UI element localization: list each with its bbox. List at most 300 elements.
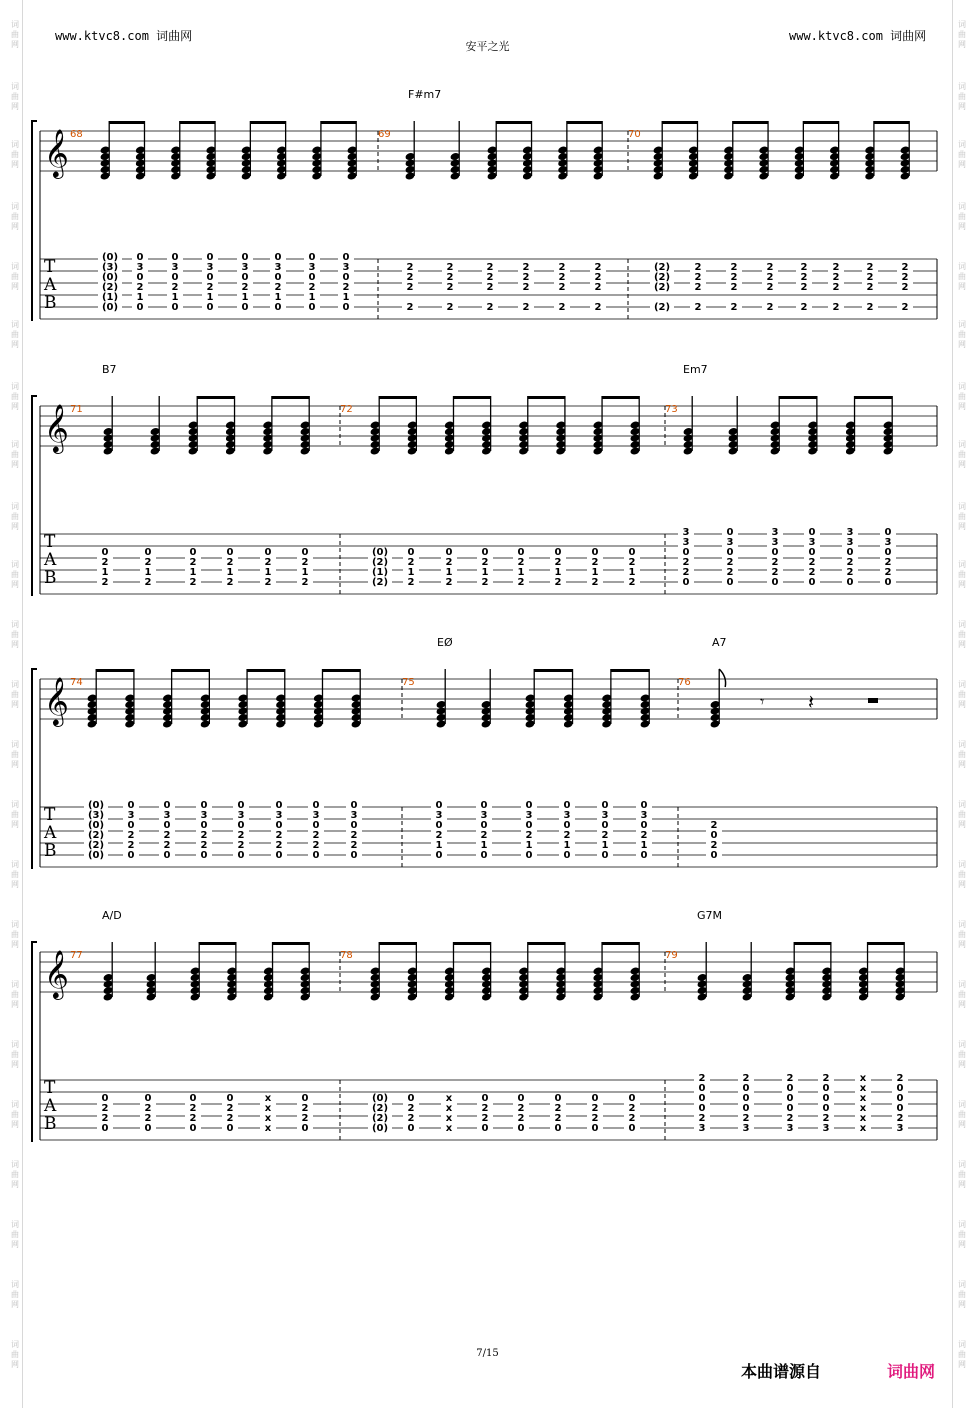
tab-fret: 2 — [590, 283, 606, 293]
tab-fret: 2 — [690, 263, 706, 273]
tab-fret: (2) — [98, 283, 122, 293]
tab-fret: 2 — [260, 558, 276, 568]
beam — [247, 669, 285, 672]
tab-fret: 2 — [624, 1104, 640, 1114]
tab-fret: 0 — [271, 821, 287, 831]
tab-fret: (0) — [98, 303, 122, 313]
tab-fret: 2 — [513, 1114, 529, 1124]
tab-fret: 3 — [167, 263, 183, 273]
tab-fret: 3 — [880, 538, 896, 548]
tab-fret: 1 — [587, 568, 603, 578]
tab-fret: 2 — [804, 568, 820, 578]
tab-label: T — [44, 1078, 56, 1098]
tab-fret: 0 — [97, 548, 113, 558]
tab-fret: 2 — [796, 283, 812, 293]
watermark: 词 曲 网 — [958, 82, 966, 111]
site-name[interactable]: 词曲网 — [156, 29, 193, 43]
watermark: 词 曲 网 — [11, 860, 19, 889]
tab-fret: 2 — [308, 831, 324, 841]
watermark: 词 曲 网 — [11, 740, 19, 769]
tab-fret: 0 — [308, 801, 324, 811]
tab-fret: (2) — [650, 273, 674, 283]
tab-fret: 2 — [402, 283, 418, 293]
watermark: 词 曲 网 — [11, 140, 19, 169]
chord-notes — [563, 669, 574, 729]
tab-label: A — [44, 1096, 57, 1116]
tab-fret: 2 — [722, 558, 738, 568]
tab-fret: 2 — [441, 578, 457, 588]
tab-fret: 0 — [477, 548, 493, 558]
tab-fret: 3 — [636, 811, 652, 821]
tab-fret: (2) — [368, 578, 392, 588]
tab-fret: 0 — [477, 1094, 493, 1104]
tab-fret: x — [260, 1114, 276, 1124]
tab-fret: 3 — [202, 263, 218, 273]
tab-fret: 3 — [237, 263, 253, 273]
watermark: 词 曲 网 — [958, 800, 966, 829]
tab-fret: x — [441, 1124, 457, 1134]
tab-fret: 3 — [304, 263, 320, 273]
tab-fret: 0 — [167, 303, 183, 313]
tab-fret: 0 — [636, 801, 652, 811]
tab-fret: 2 — [442, 283, 458, 293]
tab-fret: 2 — [587, 1104, 603, 1114]
chord-notes — [351, 669, 362, 729]
chord-notes — [653, 121, 664, 181]
tab-fret: 0 — [97, 1094, 113, 1104]
tab-fret: 2 — [167, 283, 183, 293]
tab-fret: 2 — [624, 1114, 640, 1124]
tab-fret: 2 — [550, 1114, 566, 1124]
tab-fret: 0 — [624, 1124, 640, 1134]
tab-fret: 2 — [782, 1114, 798, 1124]
watermark: 词 曲 网 — [11, 440, 19, 469]
tab-fret: 2 — [338, 283, 354, 293]
tab-fret: 3 — [842, 528, 858, 538]
tab-fret: 0 — [237, 273, 253, 283]
tab-fret: 2 — [233, 841, 249, 851]
tab-fret: 2 — [476, 831, 492, 841]
tab-fret: 2 — [297, 1104, 313, 1114]
tab-fret: 2 — [402, 263, 418, 273]
watermark: 词 曲 网 — [11, 1160, 19, 1189]
tab-fret: 0 — [550, 1124, 566, 1134]
tab-fret: 0 — [550, 548, 566, 558]
tab-fret: x — [855, 1114, 871, 1124]
beam — [868, 942, 905, 945]
watermark: 词 曲 网 — [958, 1220, 966, 1249]
beam — [273, 942, 310, 945]
tab-fret: 0 — [346, 801, 362, 811]
tab-fret: 2 — [726, 263, 742, 273]
tab-fret: 0 — [233, 821, 249, 831]
tab-fret: 0 — [346, 821, 362, 831]
watermark: 词 曲 网 — [958, 262, 966, 291]
tab-fret: 0 — [167, 253, 183, 263]
tab-fret: 2 — [554, 303, 570, 313]
tab-fret: 1 — [476, 841, 492, 851]
tab-fret: 0 — [123, 821, 139, 831]
tab-fret: 0 — [346, 851, 362, 861]
measure-number: 68 — [70, 129, 83, 140]
watermark: 词 曲 网 — [11, 502, 19, 531]
watermark: 词 曲 网 — [958, 560, 966, 589]
chord-notes — [794, 121, 805, 181]
tab-fret: 2 — [442, 303, 458, 313]
tab-fret: (2) — [368, 558, 392, 568]
tab-fret: 1 — [559, 841, 575, 851]
chord-notes — [785, 942, 796, 1002]
chord-notes — [444, 396, 455, 456]
tab-fret: 0 — [297, 1094, 313, 1104]
watermark: 词 曲 网 — [11, 20, 19, 49]
tab-fret: 2 — [97, 1104, 113, 1114]
tab-fret: 0 — [559, 851, 575, 861]
beam — [567, 121, 602, 124]
tab-fret: (3) — [84, 811, 108, 821]
treble-clef-icon: 𝄞 — [44, 949, 69, 998]
chord-notes — [518, 396, 529, 456]
watermark: 词 曲 网 — [11, 560, 19, 589]
tab-fret: 0 — [304, 303, 320, 313]
tab-fret: 0 — [202, 273, 218, 283]
chord-notes — [688, 121, 699, 181]
tab-fret: 3 — [233, 811, 249, 821]
tab-label: A — [44, 550, 57, 570]
chord-notes — [557, 121, 568, 181]
chord-notes — [241, 121, 252, 181]
tab-fret: 2 — [123, 831, 139, 841]
beam — [96, 669, 134, 672]
source-brand[interactable]: 词曲网 — [887, 1362, 936, 1381]
tab-fret: 0 — [842, 578, 858, 588]
page-number: 7/15 — [476, 1348, 499, 1359]
tab-fret: 2 — [442, 273, 458, 283]
tab-fret: 2 — [796, 263, 812, 273]
tab-fret: 2 — [862, 303, 878, 313]
tab-fret: 2 — [694, 1074, 710, 1084]
tab-fret: 0 — [403, 1124, 419, 1134]
tab-fret: (0) — [98, 253, 122, 263]
tab-fret: 0 — [880, 548, 896, 558]
tab-fret: (2) — [650, 263, 674, 273]
tab-fret: 2 — [97, 1114, 113, 1124]
tab-fret: x — [260, 1124, 276, 1134]
chord-notes — [518, 942, 529, 1002]
tab-fret: 3 — [842, 538, 858, 548]
chord-notes — [300, 942, 311, 1002]
beam — [602, 942, 639, 945]
tab-fret: 2 — [346, 831, 362, 841]
beam — [733, 121, 768, 124]
system-bracket — [32, 396, 37, 596]
tab-fret: 2 — [690, 273, 706, 283]
chord-notes — [601, 669, 612, 729]
tab-fret: 0 — [431, 821, 447, 831]
tab-fret: (1) — [98, 293, 122, 303]
tab-fret: 0 — [587, 548, 603, 558]
tab-fret: 0 — [513, 1094, 529, 1104]
tab-fret: 1 — [132, 293, 148, 303]
chord-notes — [87, 669, 98, 729]
tab-fret: 0 — [636, 851, 652, 861]
chord-notes — [347, 121, 358, 181]
tab-label: T — [44, 532, 56, 552]
eighth-rest-icon: 𝄾 — [760, 692, 765, 711]
tab-fret: 2 — [587, 558, 603, 568]
tab-label: T — [44, 805, 56, 825]
chord-notes — [200, 669, 211, 729]
tab-fret: 1 — [338, 293, 354, 303]
watermark: 词 曲 网 — [958, 680, 966, 709]
chord-notes — [883, 396, 894, 456]
tab-fret: 0 — [722, 578, 738, 588]
tab-fret: 2 — [694, 1114, 710, 1124]
chord-notes — [487, 121, 498, 181]
tab-fret: 2 — [521, 831, 537, 841]
tab-fret: 0 — [767, 578, 783, 588]
tab-fret: 0 — [140, 1124, 156, 1134]
tab-label: T — [44, 257, 56, 277]
tab-fret: 2 — [271, 841, 287, 851]
chord-symbol: Em7 — [683, 363, 708, 376]
tab-fret: 0 — [403, 1094, 419, 1104]
tab-fret: 2 — [624, 558, 640, 568]
tab-fret: 2 — [559, 831, 575, 841]
tab-fret: 1 — [513, 568, 529, 578]
tab-fret: 2 — [442, 263, 458, 273]
tab-fret: 2 — [726, 303, 742, 313]
site-url[interactable]: www.ktvc8.com — [789, 29, 883, 43]
watermark: 词 曲 网 — [958, 980, 966, 1009]
beam — [534, 669, 572, 672]
chord-notes — [895, 942, 906, 1002]
tab-fret: 2 — [270, 283, 286, 293]
tab-fret: 0 — [513, 1124, 529, 1134]
chord-notes — [522, 121, 533, 181]
tab-fret: 0 — [782, 1084, 798, 1094]
tab-fret: 3 — [678, 528, 694, 538]
watermark: 词 曲 网 — [958, 740, 966, 769]
tab-fret: 2 — [818, 1114, 834, 1124]
tab-fret: 0 — [308, 821, 324, 831]
tab-fret: 2 — [738, 1114, 754, 1124]
tab-fret: 3 — [678, 538, 694, 548]
beam — [602, 396, 639, 399]
tab-fret: 0 — [304, 253, 320, 263]
site-name[interactable]: 词曲网 — [890, 29, 927, 43]
tab-fret: 2 — [271, 831, 287, 841]
tab-fret: 2 — [402, 303, 418, 313]
beam — [321, 121, 356, 124]
tab-fret: 0 — [521, 821, 537, 831]
chord-notes — [770, 396, 781, 456]
chord-notes — [592, 942, 603, 1002]
tab-fret: 2 — [690, 283, 706, 293]
tab-fret: 0 — [132, 273, 148, 283]
source-label: 本曲谱源自 — [741, 1362, 822, 1381]
tab-fret: (0) — [368, 1124, 392, 1134]
watermark: 词 曲 网 — [958, 620, 966, 649]
tab-fret: 1 — [636, 841, 652, 851]
tab-fret: 0 — [338, 303, 354, 313]
tab-fret: 1 — [260, 568, 276, 578]
tab-fret: 2 — [804, 558, 820, 568]
chord-notes — [262, 396, 273, 456]
tab-fret: 0 — [202, 253, 218, 263]
chord-notes — [188, 396, 199, 456]
tab-fret: 3 — [782, 1124, 798, 1134]
tab-fret: 1 — [403, 568, 419, 578]
tab-fret: 2 — [828, 303, 844, 313]
tab-fret: 2 — [518, 303, 534, 313]
tab-fret: 1 — [297, 568, 313, 578]
chord-notes — [300, 396, 311, 456]
site-url[interactable]: www.ktvc8.com — [55, 29, 149, 43]
tab-fret: 2 — [828, 283, 844, 293]
beam — [528, 396, 565, 399]
tab-fret: 3 — [270, 263, 286, 273]
tab-fret: 2 — [554, 263, 570, 273]
beam — [109, 121, 144, 124]
system-bracket — [32, 669, 37, 869]
tab-fret: 2 — [477, 578, 493, 588]
tab-fret: 3 — [159, 811, 175, 821]
tab-fret: 2 — [97, 558, 113, 568]
beam — [496, 121, 531, 124]
tab-fret: 2 — [862, 283, 878, 293]
watermark: 词 曲 网 — [958, 140, 966, 169]
watermark: 词 曲 网 — [958, 920, 966, 949]
tab-fret: 2 — [690, 303, 706, 313]
tab-fret: 2 — [828, 263, 844, 273]
tab-fret: 2 — [636, 831, 652, 841]
tab-fret: 3 — [476, 811, 492, 821]
tab-fret: 2 — [862, 273, 878, 283]
watermark: 词 曲 网 — [11, 680, 19, 709]
tab-fret: 0 — [694, 1094, 710, 1104]
watermark: 词 曲 网 — [11, 262, 19, 291]
tab-fret: 0 — [185, 1124, 201, 1134]
tab-fret: 3 — [521, 811, 537, 821]
tab-label: B — [44, 841, 57, 861]
tab-fret: 0 — [167, 273, 183, 283]
tab-fret: 0 — [431, 851, 447, 861]
tab-fret: 0 — [624, 548, 640, 558]
watermark: 词 曲 网 — [11, 202, 19, 231]
tab-fret: 0 — [738, 1104, 754, 1114]
tab-fret: 2 — [587, 1114, 603, 1124]
tab-fret: 1 — [202, 293, 218, 303]
tab-fret: 0 — [237, 253, 253, 263]
beam — [453, 396, 490, 399]
tab-fret: 2 — [897, 303, 913, 313]
chord-notes — [276, 121, 287, 181]
tab-fret: 3 — [123, 811, 139, 821]
tab-fret: 0 — [521, 801, 537, 811]
chord-notes — [640, 669, 651, 729]
chord-notes — [135, 121, 146, 181]
measure-number: 76 — [678, 677, 691, 688]
tab-fret: 0 — [304, 273, 320, 283]
beam — [803, 121, 838, 124]
tab-fret: 0 — [237, 303, 253, 313]
chord-notes — [858, 942, 869, 1002]
chord-notes — [162, 669, 173, 729]
chord-symbol: F#m7 — [408, 88, 442, 101]
watermark: 词 曲 网 — [11, 1280, 19, 1309]
tab-fret: 1 — [431, 841, 447, 851]
tab-fret: 0 — [842, 548, 858, 558]
tab-fret: 2 — [260, 578, 276, 588]
tab-fret: x — [855, 1124, 871, 1134]
tab-fret: 0 — [513, 548, 529, 558]
watermark: 词 曲 网 — [11, 382, 19, 411]
tab-fret: 2 — [140, 578, 156, 588]
watermark: 词 曲 网 — [958, 202, 966, 231]
tab-fret: 2 — [477, 1104, 493, 1114]
tab-fret: 2 — [222, 558, 238, 568]
tab-fret: 0 — [476, 851, 492, 861]
tab-fret: 0 — [892, 1104, 908, 1114]
tab-fret: 0 — [521, 851, 537, 861]
tab-fret: 2 — [441, 558, 457, 568]
tab-fret: 0 — [636, 821, 652, 831]
tab-fret: 2 — [706, 841, 722, 851]
tab-fret: 0 — [441, 548, 457, 558]
tab-fret: 0 — [196, 851, 212, 861]
tab-fret: 2 — [706, 821, 722, 831]
tab-fret: 2 — [222, 1114, 238, 1124]
tab-fret: 2 — [762, 283, 778, 293]
chord-notes — [124, 669, 135, 729]
tab-fret: 0 — [804, 528, 820, 538]
chord-notes — [444, 942, 455, 1002]
tab-fret: 3 — [271, 811, 287, 821]
chord-notes — [592, 396, 603, 456]
tab-fret: 0 — [892, 1094, 908, 1104]
watermark: 词 曲 网 — [11, 1100, 19, 1129]
tab-fret: x — [855, 1074, 871, 1084]
tab-fret: 0 — [694, 1104, 710, 1114]
watermark: 词 曲 网 — [958, 20, 966, 49]
tab-fret: 1 — [237, 293, 253, 303]
tab-fret: (2) — [368, 1104, 392, 1114]
watermark: 词 曲 网 — [958, 382, 966, 411]
tab-fret: 0 — [818, 1104, 834, 1114]
tab-fret: 2 — [482, 263, 498, 273]
tab-fret: 2 — [590, 273, 606, 283]
tab-fret: 0 — [477, 1124, 493, 1134]
tab-fret: 3 — [431, 811, 447, 821]
tab-fret: (2) — [84, 831, 108, 841]
watermark: 词 曲 网 — [11, 1220, 19, 1249]
tab-fret: 0 — [738, 1094, 754, 1104]
tab-fret: 2 — [624, 578, 640, 588]
chord-notes — [758, 121, 769, 181]
tab-fret: 2 — [123, 841, 139, 851]
chord-notes — [900, 121, 911, 181]
tab-fret: 2 — [297, 1114, 313, 1124]
tab-fret: 2 — [477, 1114, 493, 1124]
tab-fret: 1 — [597, 841, 613, 851]
beam — [172, 669, 210, 672]
treble-clef-icon: 𝄞 — [44, 403, 69, 452]
watermark: 词 曲 网 — [958, 440, 966, 469]
beam — [322, 669, 360, 672]
tab-fret: (2) — [650, 283, 674, 293]
beam — [453, 942, 490, 945]
